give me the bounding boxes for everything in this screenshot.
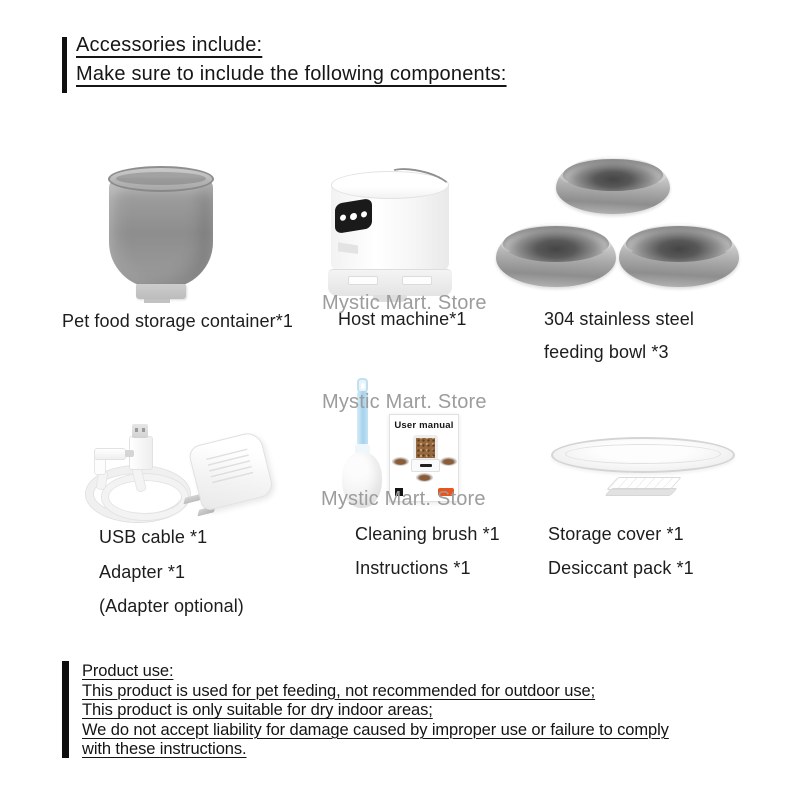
product-use-accent-bar <box>62 661 69 758</box>
desiccant-pack-top <box>606 477 682 490</box>
panel-button-dot <box>361 211 367 218</box>
user-manual-figure <box>390 433 460 489</box>
base-slot-right <box>402 276 432 285</box>
label-storage-cover: Storage cover *1 <box>548 524 684 544</box>
label-adapter-optional: (Adapter optional) <box>99 596 244 616</box>
label-desiccant-pack: Desiccant pack *1 <box>548 558 694 578</box>
header-accent-bar <box>62 37 67 93</box>
header-line-1: Accessories include: <box>76 34 263 56</box>
header-line-2: Make sure to include the following components: <box>76 63 507 85</box>
product-use-title: Product use: <box>82 662 174 680</box>
product-use-line-4: with these instructions. <box>82 740 247 759</box>
cover-disc <box>551 437 735 473</box>
manual-feeder-hopper-icon <box>413 435 438 461</box>
label-cleaning-brush: Cleaning brush *1 <box>355 524 500 544</box>
usb-c-connector <box>94 448 126 460</box>
manual-bowl-icon <box>392 457 409 466</box>
label-instructions: Instructions *1 <box>355 558 471 578</box>
feeding-bowl-1 <box>556 156 670 214</box>
product-use-line-1: This product is used for pet feeding, not recommended for outdoor use; <box>82 681 596 700</box>
adapter-spec-text <box>206 448 254 487</box>
adapter-body <box>187 430 275 512</box>
watermark-text: Mystic Mart. Store <box>321 488 486 510</box>
storage-container-image <box>108 166 216 302</box>
user-manual-title: User manual <box>394 420 454 431</box>
label-feeding-bowl-line2: feeding bowl *3 <box>544 342 669 362</box>
bowl-rim-highlight <box>559 156 666 191</box>
watermark-text: Mystic Mart. Store <box>322 391 487 413</box>
usb-c-metal-tip <box>125 450 134 457</box>
storage-container-rim <box>108 166 214 192</box>
storage-container-foot <box>136 284 186 299</box>
manual-bowl-icon <box>440 457 457 466</box>
panel-button-dot <box>350 212 357 220</box>
usb-a-metal-tip <box>132 424 148 438</box>
product-use-block <box>82 662 669 760</box>
product-use-line-3: We do not accept liability for damage caused by improper use or failure to comply <box>82 720 669 739</box>
manual-feeder-base-icon <box>411 459 440 472</box>
manual-bowl-icon <box>416 473 433 482</box>
label-host-machine: Host machine*1 <box>338 309 467 329</box>
cable-coil <box>102 474 188 520</box>
feeding-bowl-2 <box>496 223 616 287</box>
host-machine-image <box>328 171 452 303</box>
host-machine-control-panel <box>335 198 372 234</box>
label-storage-container: Pet food storage container*1 <box>62 311 293 331</box>
desiccant-pack-image <box>594 477 694 505</box>
power-adapter-image <box>180 436 280 526</box>
label-feeding-bowl-line1: 304 stainless steel <box>544 309 694 329</box>
base-slot-left <box>348 276 378 285</box>
label-adapter: Adapter *1 <box>99 562 186 582</box>
label-usb-cable: USB cable *1 <box>99 527 208 547</box>
feeding-bowl-3 <box>619 223 739 287</box>
storage-container-body <box>109 178 213 288</box>
watermark-text: Mystic Mart. Store <box>322 292 487 314</box>
panel-button-dot <box>340 214 346 221</box>
product-use-line-2: This product is only suitable for dry indoor areas; <box>82 701 433 720</box>
